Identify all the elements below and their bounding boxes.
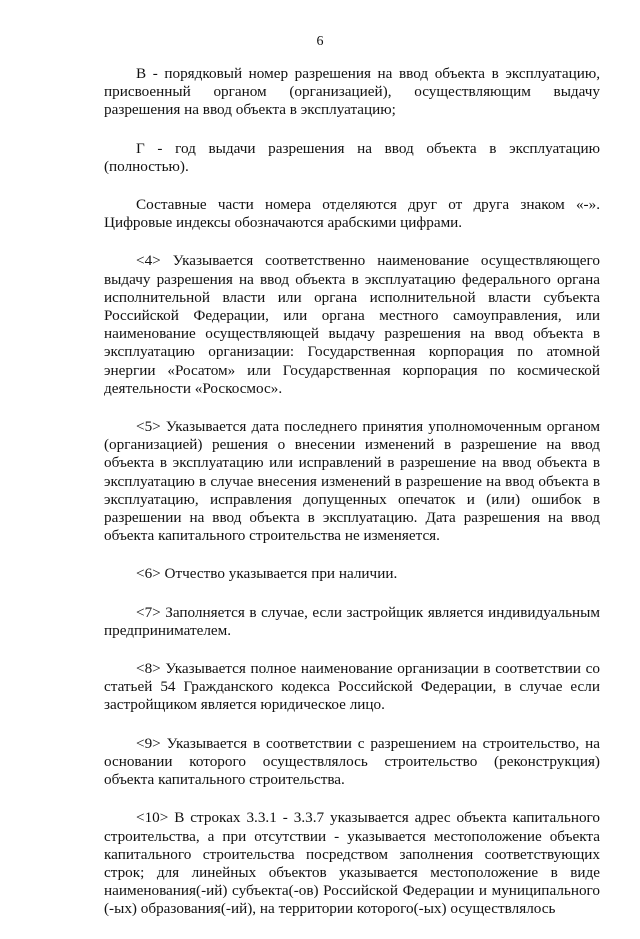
footnote-9: <9> Указывается в соответствии с разрешением на строительство, на основании которого осуществлялось строительство (реконструкция) объекта капитального строительства. <box>104 734 600 789</box>
footnote-10: <10> В строках 3.3.1 - 3.3.7 указывается адрес объекта капитального строительства, а при отсутствии - указывается местоположение объекта капитального строительства посредством заполнения соответствующих строк; для линейных объектов указывается местоположение в виде наименования(-ий) субъекта(-ов) Российской Федерации и муниципального (-ых) образования(-ий), на территории которого(-ых) осуществлялось <box>104 809 600 918</box>
footnote-5: <5> Указывается дата последнего принятия уполномоченным органом (организацией) решения о внесении изменений в разрешение на ввод объекта в эксплуатацию или исправлений в разрешение на ввод объекта в эксплуатацию в случае внесения изменений в разрешение на ввод объекта в эксплуатацию, исправления допущенных опечаток и (или) ошибок в разрешении на ввод объекта в эксплуатацию. Дата разрешения на ввод объекта капитального строительства не изменяется. <box>104 418 600 545</box>
footnote-4: <4> Указывается соответственно наименование осуществляющего выдачу разрешения на ввод объекта в эксплуатацию федерального органа исполнительной власти или органа исполнительной власти субъекта Российской Федерации, или органа местного самоуправления, или наименование осуществляющей выдачу разрешения на ввод объекта в эксплуатацию организации: Государственная корпорация по атомной энергии «Росатом» или Государственная корпорация по космической деятельности «Роскосмос». <box>104 252 600 397</box>
footnote-6: <6> Отчество указывается при наличии. <box>136 565 398 583</box>
paragraph-g-definition: Г - год выдачи разрешения на ввод объекта в эксплуатацию (полностью). <box>104 139 600 175</box>
footnote-8: <8> Указывается полное наименование организации в соответствии со статьей 54 Гражданского кодекса Российской Федерации, в случае если застройщиком является юридическое лицо. <box>104 660 600 714</box>
paragraph-number-format: Составные части номера отделяются друг от друга знаком «-». Цифровые индексы обозначаются арабскими цифрами. <box>104 196 600 232</box>
document-body <box>104 65 600 939</box>
footnote-7: <7> Заполняется в случае, если застройщик является индивидуальным предпринимателем. <box>104 603 600 639</box>
paragraph-v-definition: В - порядковый номер разрешения на ввод объекта в эксплуатацию, присвоенный органом (организацией), осуществляющим выдачу разрешения на ввод объекта в эксплуатацию; <box>104 65 600 119</box>
page-number: 6 <box>316 34 324 49</box>
